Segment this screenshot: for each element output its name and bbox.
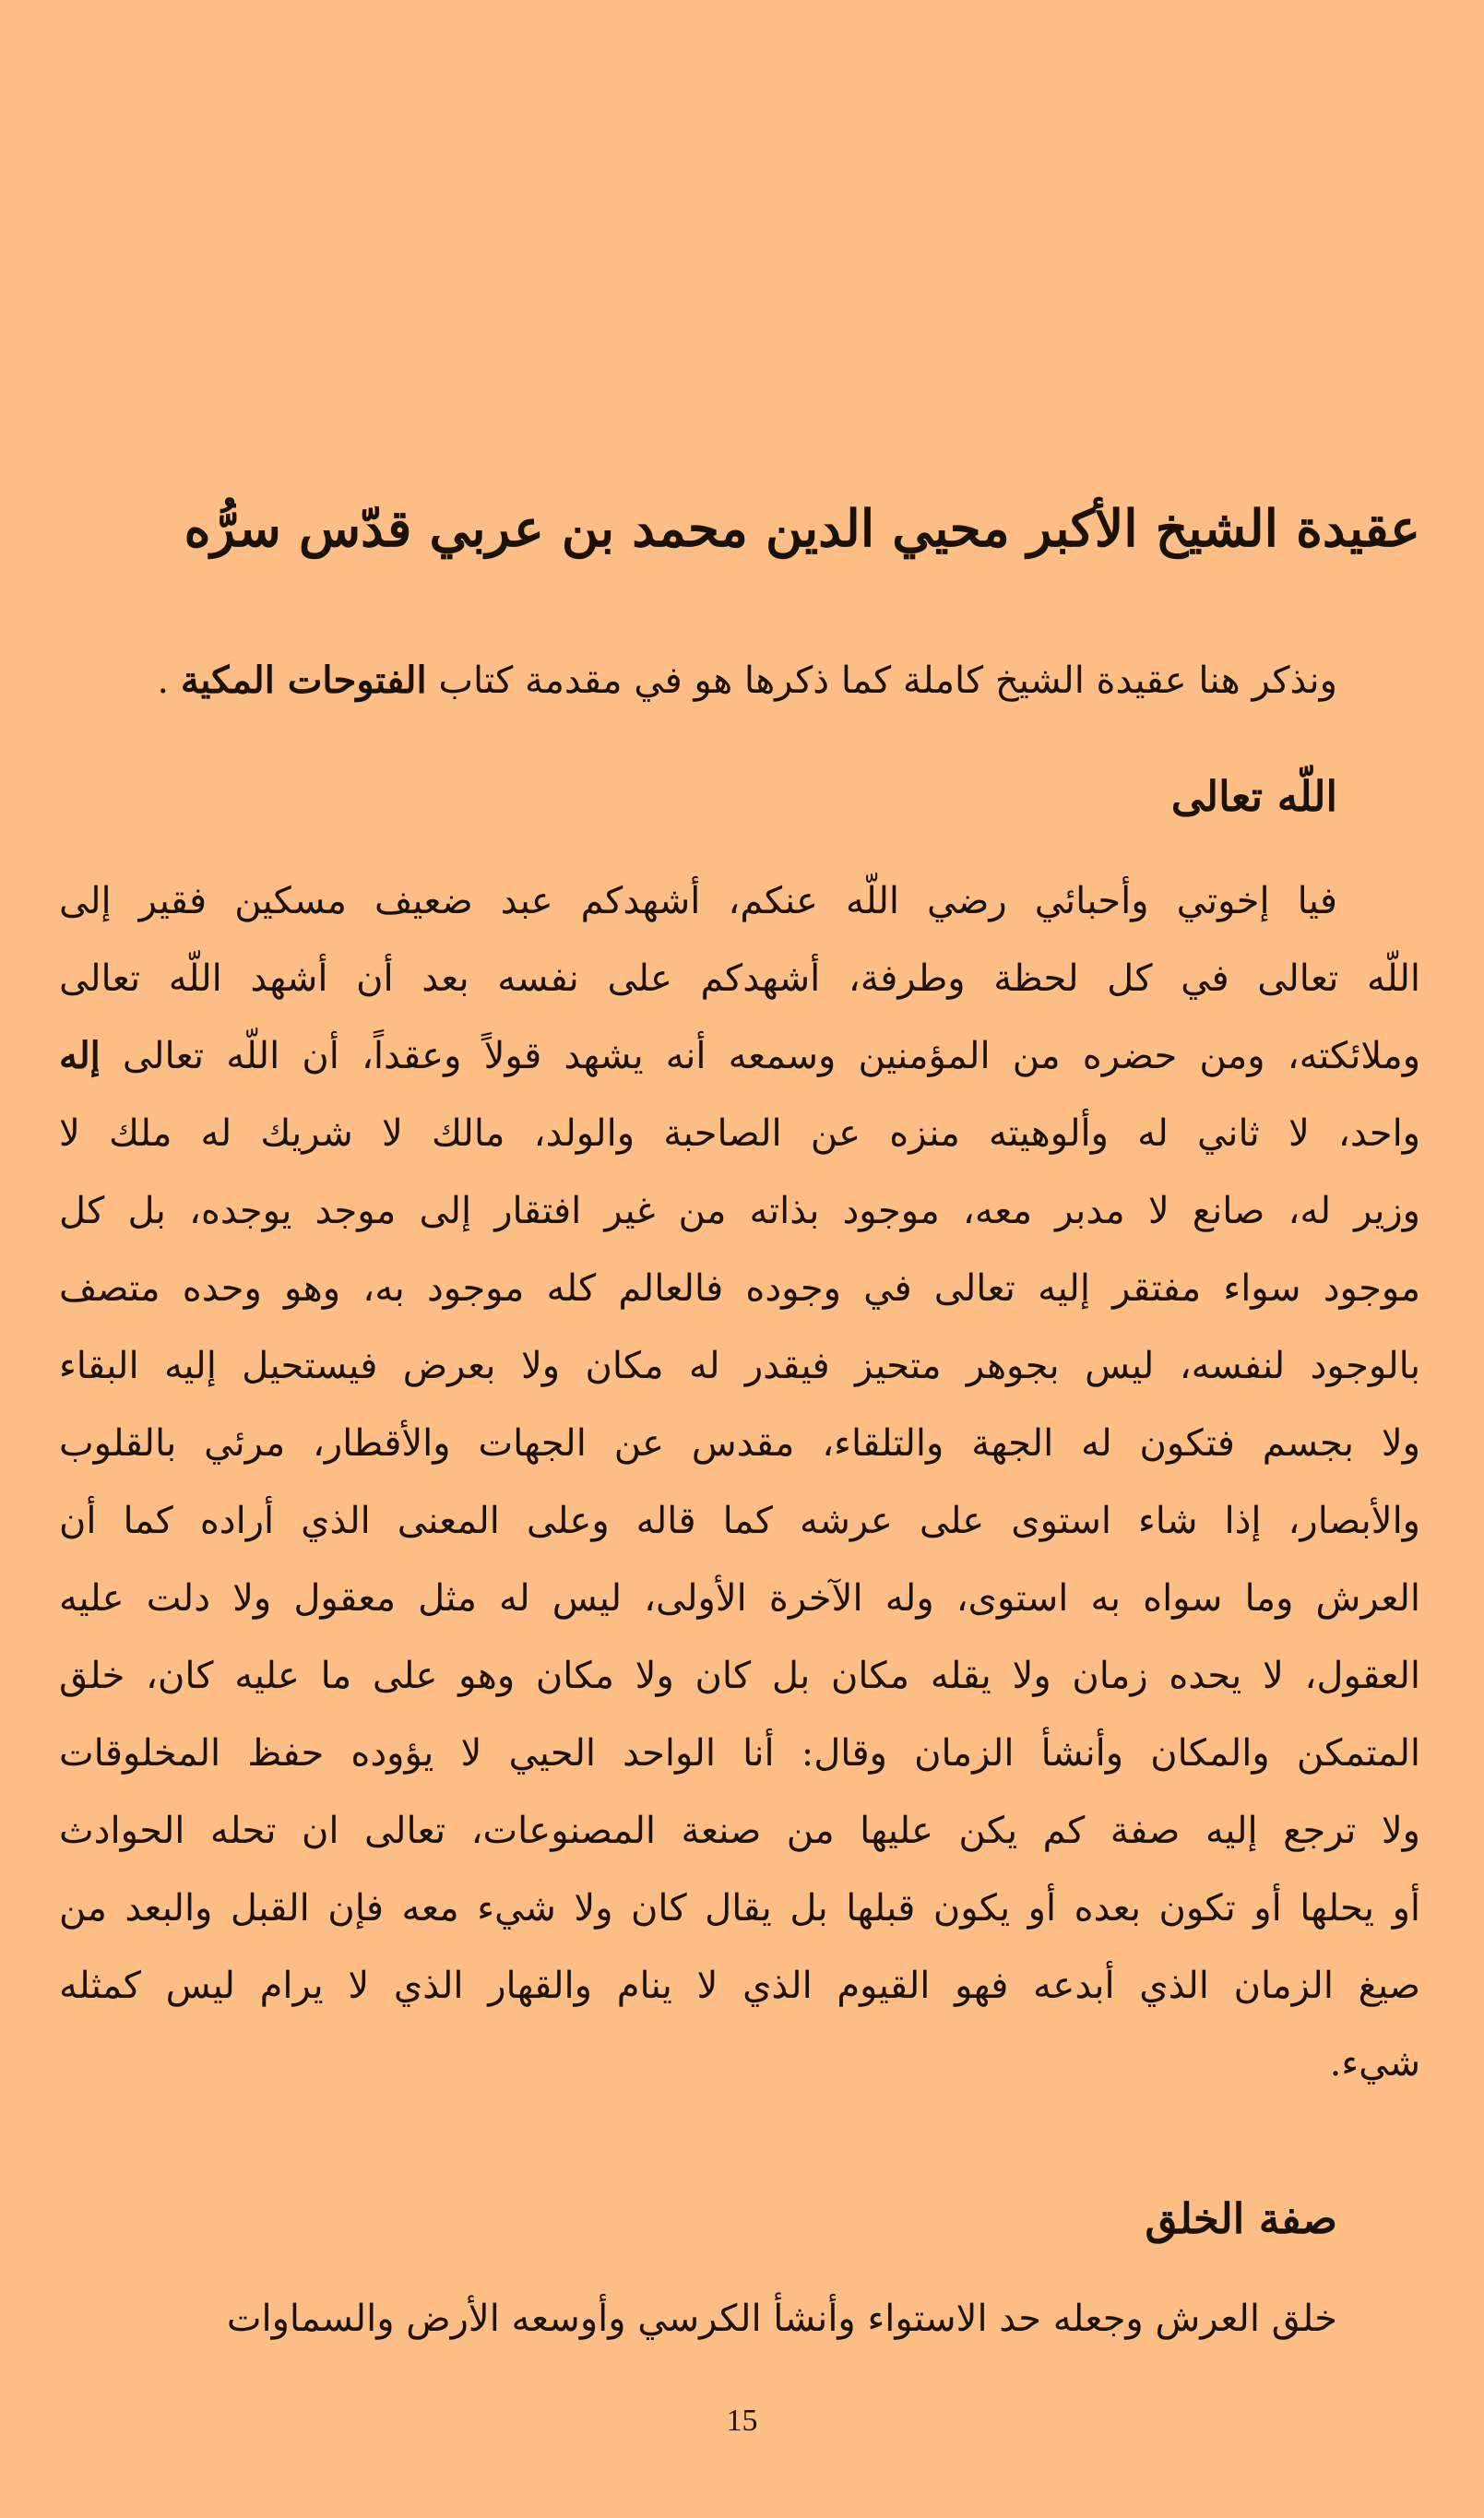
text-line: صيغ الزمان الذي أبدعه فهو القيوم الذي لا ينام والقهار الذي لا يرام ليس كمثله: [59, 1965, 1420, 2007]
section-heading-creation: صفة الخلق: [1145, 2194, 1337, 2243]
text-line: بالوجود لنفسه، ليس بجوهر متحيز فيقدر له مكان ولا بعرض فيستحيل إليه البقاء: [59, 1345, 1420, 1387]
page-title: عقيدة الشيخ الأكبر محيي الدين محمد بن عربي قدّس سرُّه: [184, 498, 1420, 558]
page-number: 15: [726, 2404, 758, 2438]
book-page: [59, 0, 1420, 2518]
text-line-part: وملائكته، ومن حضره من المؤمنين وسمعه أنه يشهد قولاً وعقداً، أن اللّه تعالى: [122, 1035, 1420, 1077]
intro-text: ونذكر هنا عقيدة الشيخ كاملة كما ذكرها هو في مقدمة كتاب: [438, 659, 1337, 702]
bold-word: إله: [59, 1034, 101, 1077]
book-title: الفتوحات المكية: [180, 659, 427, 702]
intro-paragraph: [59, 644, 1337, 718]
section-body-creation: خلق العرش وجعله حد الاستواء وأنشأ الكرسي وأوسعه الأرض والسماوات: [226, 2298, 1337, 2340]
intro-end: .: [157, 659, 170, 702]
text-line: والأبصار، إذا شاء استوى على عرشه كما قاله وعلى المعنى الذي أراده كما أن: [59, 1500, 1420, 1542]
text-line: موجود سواء مفتقر إليه تعالى في وجوده فالعالم كله موجود به، وهو وحده متصف: [59, 1267, 1420, 1310]
text-line: العقول، لا يحده زمان ولا يقله مكان بل كان ولا مكان وهو على ما عليه كان، خلق: [59, 1655, 1420, 1697]
text-line: وزير له، صانع لا مدبر معه، موجود بذاته من غير افتقار إلى موجد يوجده، بل كل: [59, 1190, 1420, 1232]
section-body-allah: [59, 862, 1420, 2102]
text-line: أو يحلها أو تكون بعده أو يكون قبلها بل يقال كان ولا شيء معه فإن القبل والبعد من: [59, 1887, 1420, 1930]
text-line: واحد، لا ثاني له وألوهيته منزه عن الصاحبة والولد، مالك لا شريك له ملك لا: [59, 1112, 1420, 1155]
section-heading-allah: اللّه تعالى: [1170, 772, 1337, 821]
text-line: [59, 1017, 1420, 1095]
text-line: ولا ترجع إليه صفة كم يكن عليها من صنعة المصنوعات، تعالى ان تحله الحوادث: [59, 1810, 1420, 1852]
text-line: المتمكن والمكان وأنشأ الزمان وقال: أنا الواحد الحيي لا يؤوده حفظ المخلوقات: [59, 1732, 1420, 1775]
text-line: فيا إخوتي وأحبائي رضي اللّه عنكم، أشهدكم عبد ضعيف مسكين فقير إلى: [59, 880, 1337, 922]
text-line: ولا بجسم فتكون له الجهة والتلقاء، مقدس عن الجهات والأقطار، مرئي بالقلوب: [59, 1422, 1420, 1465]
text-line: العرش وما سواه به استوى، وله الآخرة الأولى، ليس له مثل معقول ولا دلت عليه: [59, 1577, 1420, 1620]
text-line: شيء.: [1329, 2042, 1420, 2084]
text-line: اللّه تعالى في كل لحظة وطرفة، أشهدكم على نفسه بعد أن أشهد اللّه تعالى: [59, 957, 1420, 1000]
